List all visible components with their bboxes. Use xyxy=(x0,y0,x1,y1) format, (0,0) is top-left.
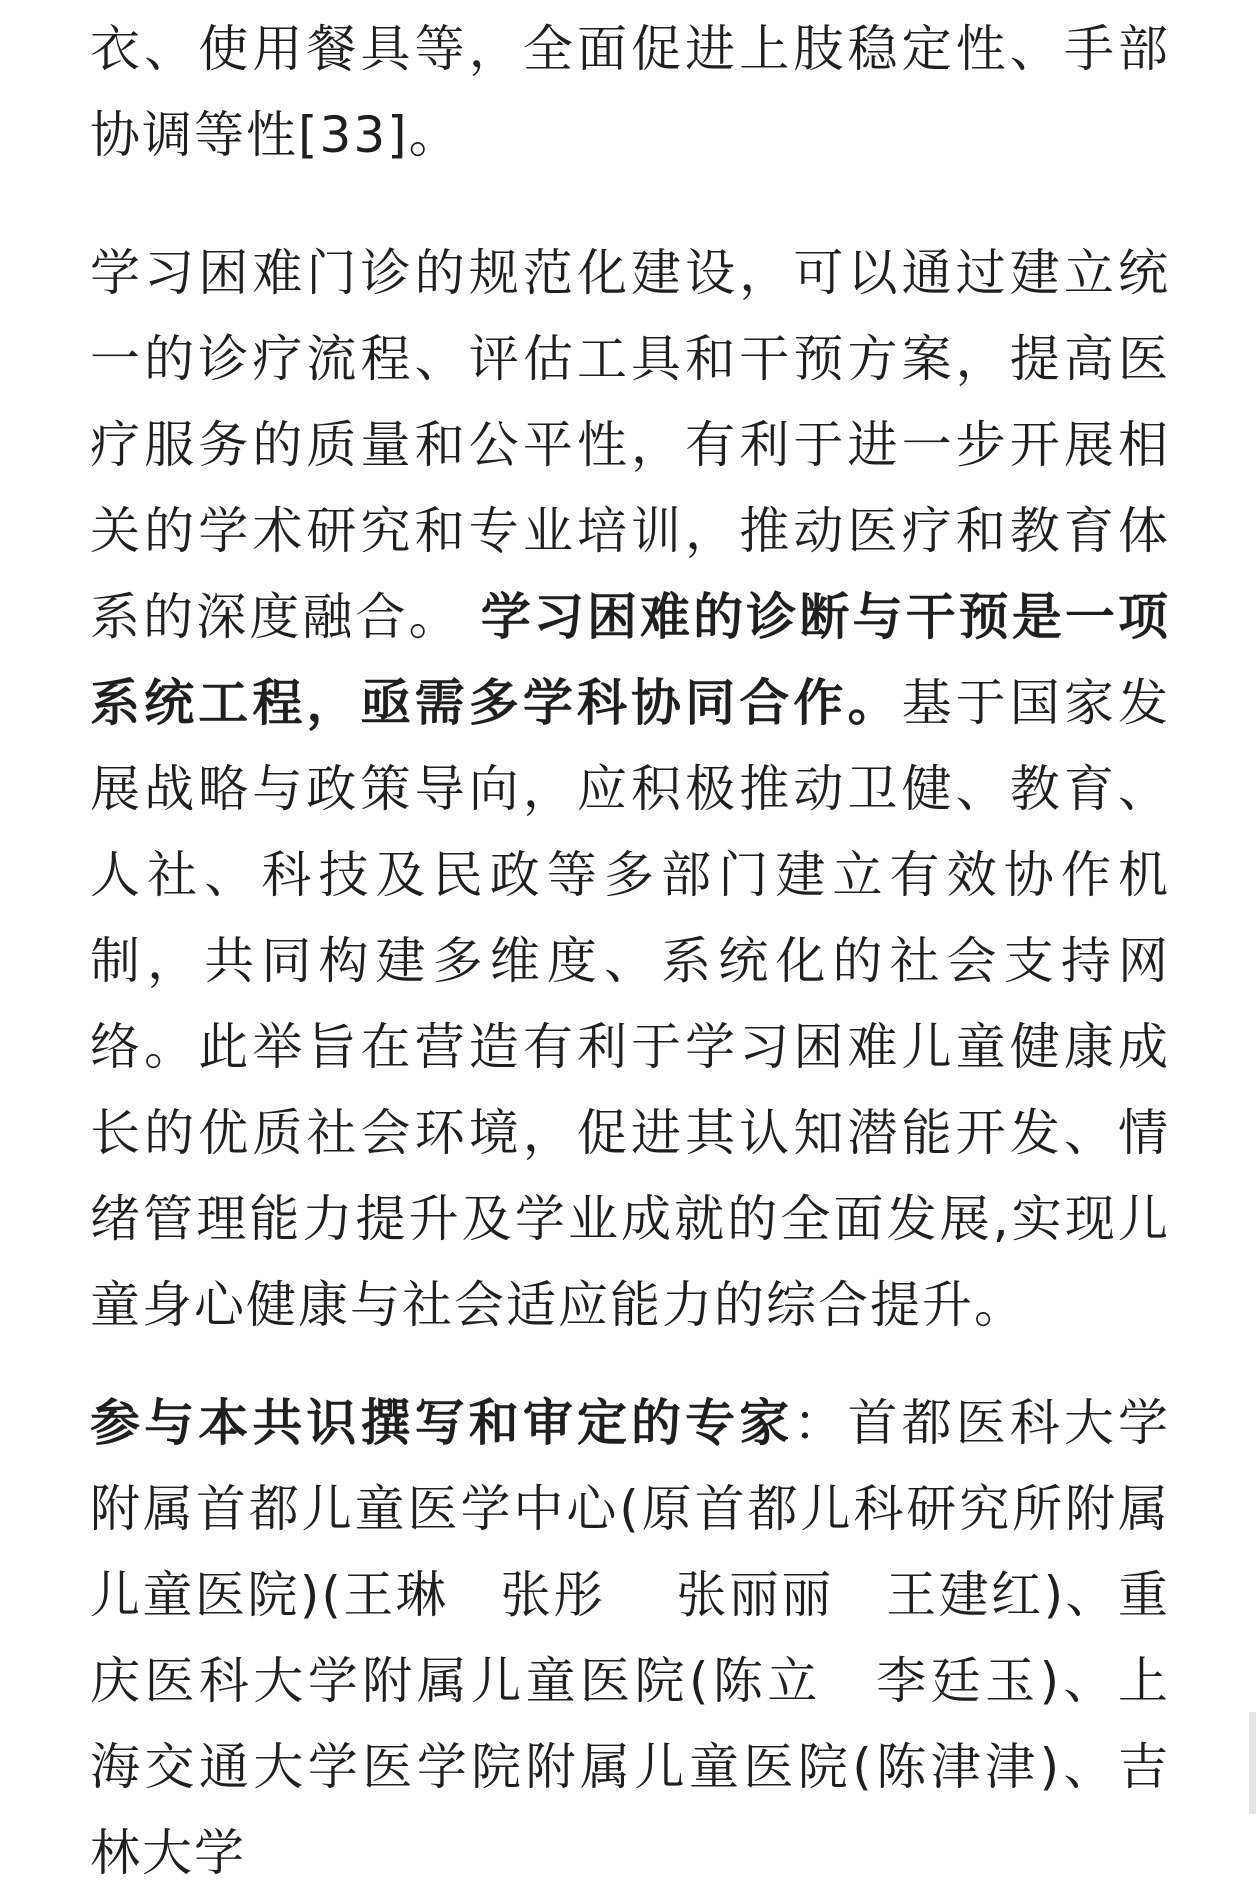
experts-list: ：首都医科大学附属首都儿童医学中心(原首都儿科研究所附属儿童医院)(王琳 张彤 张丽丽 王建红)、重庆医科大学附属儿童医院(陈立 李廷玉)、上海交通大学医学院附属儿童医院(陈津津)、吉林大学 xyxy=(90,1394,1171,1882)
paragraph-2 xyxy=(90,230,1170,1348)
paragraph-2-lead: 学习困难门诊的规范化建设，可以通过建立统一的诊疗流程、评估工具和干预方案，提高医疗服务的质量和公平性，有利于进一步开展相关的学术研究和专业培训，推动医疗和教育体系的深度融合。 xyxy=(90,244,1170,646)
paragraph-1-text: 衣、使用餐具等，全面促进上肢稳定性、手部协调等性[33]。 xyxy=(90,20,1170,164)
paragraph-2-bold: 学习困难的诊断与干预是一项系统工程，亟需多学科协同合作。 xyxy=(90,588,1170,732)
experts-heading: 参与本共识撰写和审定的专家 xyxy=(90,1394,794,1452)
paragraph-1 xyxy=(90,6,1170,178)
scrollbar-thumb[interactable] xyxy=(1249,1712,1256,1814)
paragraph-2-rest: 基于国家发展战略与政策导向，应积极推动卫健、教育、人社、科技及民政等多部门建立有效协作机制，共同构建多维度、系统化的社会支持网络。此举旨在营造有利于学习困难儿童健康成长的优质社会环境，促进其认知潜能开发、情绪管理能力提升及学业成就的全面发展,实现儿童身心健康与社会适应能力的综合提升。 xyxy=(90,674,1170,1334)
paragraph-experts xyxy=(90,1380,1170,1896)
